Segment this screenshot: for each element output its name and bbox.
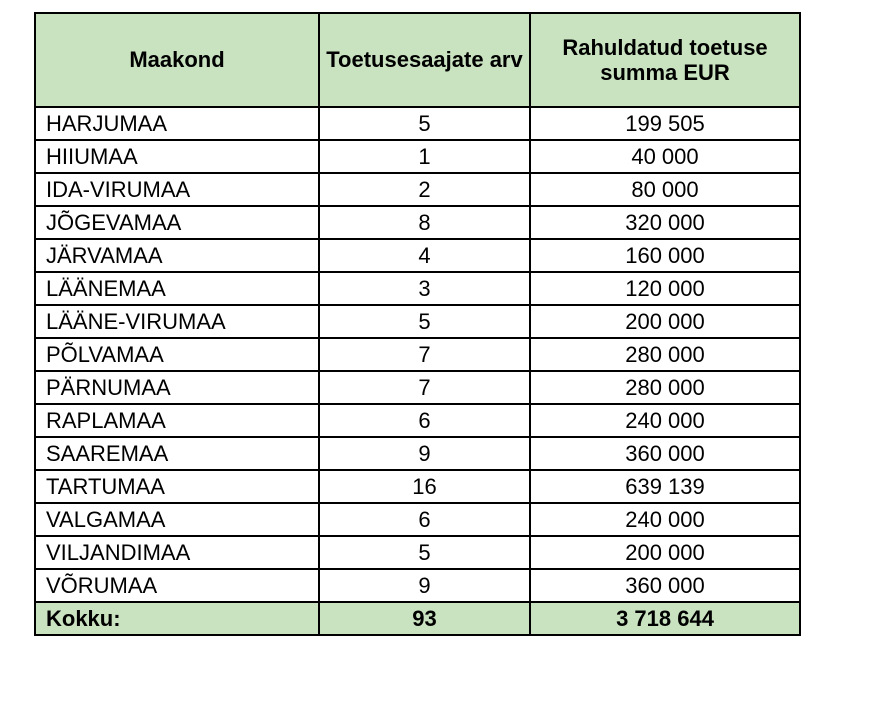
table-row (35, 404, 800, 437)
county-cell: HIIUMAA (35, 140, 319, 173)
amount-cell: 240 000 (530, 503, 800, 536)
amount-cell: 320 000 (530, 206, 800, 239)
county-cell: VALGAMAA (35, 503, 319, 536)
table-row (35, 107, 800, 140)
header-county: Maakond (35, 13, 319, 107)
recipients-cell: 4 (319, 239, 530, 272)
amount-cell: 280 000 (530, 371, 800, 404)
total-recipients: 93 (319, 602, 530, 635)
recipients-cell: 7 (319, 371, 530, 404)
amount-cell: 80 000 (530, 173, 800, 206)
recipients-cell: 5 (319, 107, 530, 140)
amount-cell: 639 139 (530, 470, 800, 503)
recipients-cell: 5 (319, 305, 530, 338)
amount-cell: 199 505 (530, 107, 800, 140)
table-row (35, 437, 800, 470)
amount-cell: 40 000 (530, 140, 800, 173)
amount-cell: 120 000 (530, 272, 800, 305)
table-header-row (35, 13, 800, 107)
recipients-cell: 6 (319, 404, 530, 437)
total-amount: 3 718 644 (530, 602, 800, 635)
table-row (35, 272, 800, 305)
recipients-cell: 8 (319, 206, 530, 239)
amount-cell: 160 000 (530, 239, 800, 272)
amount-cell: 360 000 (530, 569, 800, 602)
amount-cell: 200 000 (530, 536, 800, 569)
county-cell: LÄÄNEMAA (35, 272, 319, 305)
county-cell: JÕGEVAMAA (35, 206, 319, 239)
table-row (35, 338, 800, 371)
county-cell: SAAREMAA (35, 437, 319, 470)
table-body (35, 107, 800, 602)
table-row (35, 173, 800, 206)
recipients-cell: 7 (319, 338, 530, 371)
grant-summary-table (34, 12, 801, 636)
recipients-cell: 9 (319, 569, 530, 602)
table-row (35, 206, 800, 239)
county-cell: HARJUMAA (35, 107, 319, 140)
county-cell: PÕLVAMAA (35, 338, 319, 371)
amount-cell: 280 000 (530, 338, 800, 371)
table-row (35, 305, 800, 338)
recipients-cell: 6 (319, 503, 530, 536)
table-row (35, 140, 800, 173)
table-row (35, 239, 800, 272)
table-row (35, 503, 800, 536)
county-cell: IDA-VIRUMAA (35, 173, 319, 206)
total-row (35, 602, 800, 635)
table-row (35, 371, 800, 404)
county-cell: VÕRUMAA (35, 569, 319, 602)
header-recipients: Toetusesaajate arv (319, 13, 530, 107)
amount-cell: 200 000 (530, 305, 800, 338)
recipients-cell: 5 (319, 536, 530, 569)
amount-cell: 360 000 (530, 437, 800, 470)
county-cell: RAPLAMAA (35, 404, 319, 437)
recipients-cell: 9 (319, 437, 530, 470)
county-cell: VILJANDIMAA (35, 536, 319, 569)
county-cell: JÄRVAMAA (35, 239, 319, 272)
table-row (35, 536, 800, 569)
county-cell: TARTUMAA (35, 470, 319, 503)
total-label: Kokku: (35, 602, 319, 635)
header-amount: Rahuldatud toetuse summa EUR (530, 13, 800, 107)
recipients-cell: 2 (319, 173, 530, 206)
recipients-cell: 3 (319, 272, 530, 305)
table-row (35, 470, 800, 503)
amount-cell: 240 000 (530, 404, 800, 437)
county-cell: LÄÄNE-VIRUMAA (35, 305, 319, 338)
recipients-cell: 16 (319, 470, 530, 503)
table-row (35, 569, 800, 602)
county-cell: PÄRNUMAA (35, 371, 319, 404)
recipients-cell: 1 (319, 140, 530, 173)
